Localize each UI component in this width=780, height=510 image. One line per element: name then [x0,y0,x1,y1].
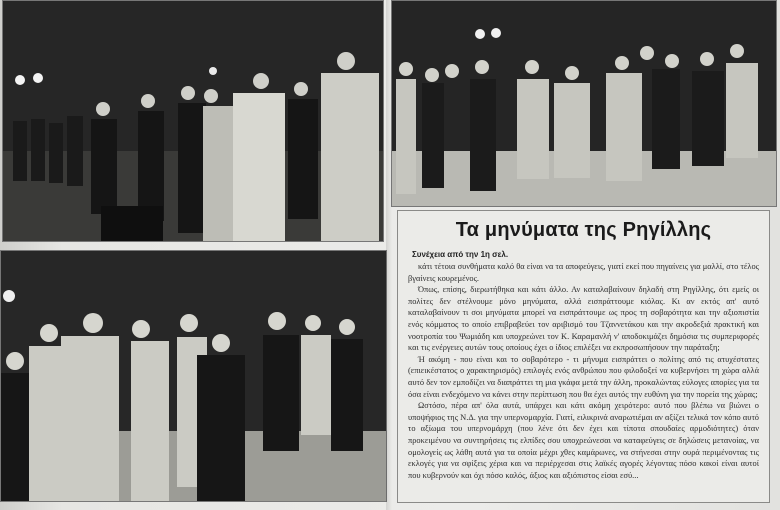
article-paragraph: κάτι τέτοια συνθήματα καλό θα είναι να τα αποφεύγεις, γιατί εκεί που πηγαίνεις για μαλλί, στο τέλος βγαίνεις κουρεμένος. [408,262,759,283]
article-paragraph: Όπως, επίσης, διερωτήθηκα και κάτι άλλο. Αν καταλαβαίνουν δηλαδή στη Ρηγίλλης, ότι εμείς οι πολίτες δεν στέλνουμε μόνο μηνύματα, αλλά εισπράττουμε κιόλας. Κι αν εκτός απ' αυτό καταλαβαίνουν τι σοι μηνύματα μπορεί να εισπράττουμε ως προς τη σοβαρότητα και την αξιοπιστία ενός κόμματος το οποίο επιβραβεύει τον αριβισμό του Τζαννετάκου και την ακροδεξιά πρακτική και νοοτροπία του Ψωμιάδη και υποχρεώνει τον Κ. Καραμανλή ν' αποδοκιμάζει δημόσια τις συμπεριφορές και τις ενέργειες αυτών τους οποίους έχει ο ίδιος επιλέξει να εκπροσωπήσουν την παράταξη; [408,285,759,353]
page-fold-shadow [386,0,392,510]
crowd-image-top-left [3,1,383,241]
article-box [397,210,770,503]
crowd-photo-bottom-left [0,250,387,502]
crowd-image-bottom-left [1,251,386,501]
crowd-photo-top-left [2,0,384,242]
continued-note: Συνέχεια από την 1η σελ. [412,250,509,259]
crowd-photo-top-right [391,0,777,207]
crowd-image-top-right [392,1,776,206]
article-paragraph: Ωστόσο, πέρα απ' όλα αυτά, υπάρχει και κάτι ακόμη χειρότερο: αυτό που βλέπω να βιώνει ο υποψήφιος της Ν.Δ. για την υπερνομαρχία. Γιατί, ειλικρινά αναρωτιέμαι αν αξίζει τελικά τον κόπο αυτό το αξίωμα του υπερνομάρχη (που λένε ότι δεν έχει και τίποτα σπουδαίες αρμοδιότητες) όταν προκειμένου να συντηρήσεις τις ελπίδες σου υποχρεώνεσαι να καταφεύγεις σε δηλώσεις μετανοίας, να ομολογείς ως λάθη αυτά για τα οποία μέχρι χθες καμάρωνες, να στήνεσαι στην ουρά περιμένοντας τις εκλογές για να σφίξεις χέρια και να περιέρχεσαι στις λαϊκές αγορές λέγοντας πόσο κακοί είναι αυτοί που κυβερνούν και όχι πόσο καλός, άξιος και αξιόπιστος είσαι εσύ... [408,401,759,480]
article-paragraph: Ή ακόμη - που είναι και το σοβαρότερο - τι μήνυμα εισπράττει ο πολίτης από τις ατυχέστατες (επιεικέστατος ο χαρακτηρισμός) επιλογές ενός ανθρώπου που φιλοδοξεί να κυβερνήσει τη χώρα αλλά αυτό δεν τον εμποδίζει να διαπράττει τη μια γκάφα μετά την άλλη, προκαλώντας εύλογες απορίες για τα όσα είναι ενδεχόμενο να κάνει στην περίπτωση που θα έχει αυτός την ευθύνη για την πορεία της χώρας; [408,354,759,399]
article-body [408,261,759,481]
article-headline: Τα μηνύματα της Ρηγίλλης [455,219,712,241]
